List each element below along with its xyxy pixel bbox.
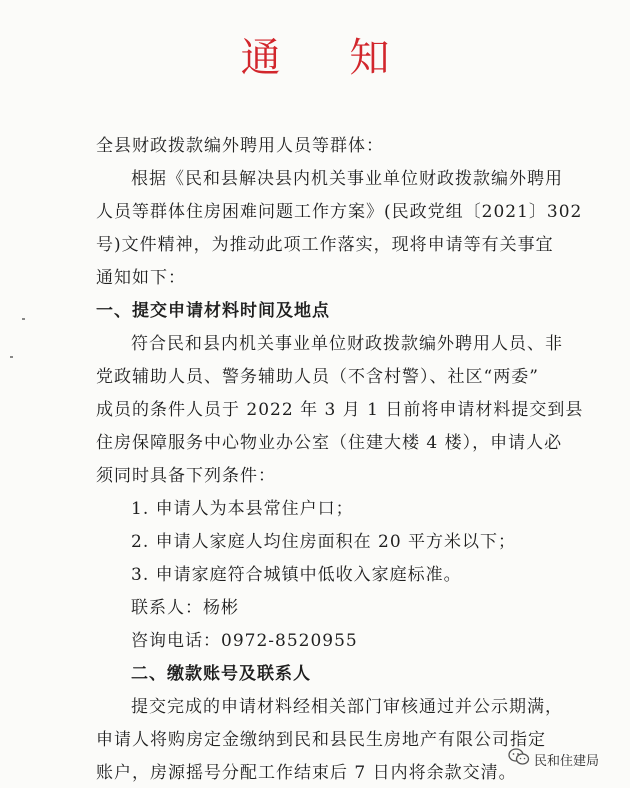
intro-line: 通知如下： — [96, 268, 186, 288]
intro-line: 根据《民和县解决县内机关事业单位财政拨款编外聘用 — [131, 169, 563, 189]
notice-title: 通 知 — [240, 35, 418, 81]
section1-heading: 一、提交申请材料时间及地点 — [96, 301, 330, 321]
condition-item: 1. 申请人为本县常住户口； — [131, 499, 354, 519]
section1-paragraph-line: 成员的条件人员于 2022 年 3 月 1 日前将申请材料提交到县 — [96, 400, 584, 420]
section1-paragraph-line: 符合民和县内机关事业单位财政拨款编外聘用人员、非 — [131, 334, 563, 354]
section2-paragraph-line: 账户，房源摇号分配工作结束后 7 日内将余款交清。 — [96, 763, 517, 783]
salutation: 全县财政拨款编外聘用人员等群体： — [96, 136, 384, 156]
wechat-watermark — [508, 748, 599, 770]
intro-line: 人员等群体住房困难问题工作方案》(民政党组〔2021〕302 — [96, 202, 583, 222]
scan-mark — [10, 356, 13, 358]
contact-phone: 咨询电话：0972-8520955 — [131, 631, 358, 651]
section1-paragraph-line: 党政辅助人员、警务辅助人员（不含村警）、社区“两委” — [96, 367, 539, 387]
section2-paragraph-line: 提交完成的申请材料经相关部门审核通过并公示期满， — [131, 697, 563, 717]
section1-paragraph-line: 须同时具备下列条件： — [96, 466, 276, 486]
condition-item: 2. 申请人家庭人均住房面积在 20 平方米以下； — [131, 532, 517, 552]
condition-item: 3. 申请家庭符合城镇中低收入家庭标准。 — [131, 565, 462, 585]
watermark-account: 民和住建局 — [534, 753, 600, 769]
contact-person: 联系人：杨彬 — [131, 598, 239, 618]
intro-line: 号)文件精神，为推动此项工作落实，现将申请等有关事宜 — [96, 235, 554, 255]
scan-mark — [22, 318, 25, 320]
section2-heading: 二、缴款账号及联系人 — [131, 664, 311, 684]
section2-paragraph-line: 申请人将购房定金缴纳到民和县民生房地产有限公司指定 — [96, 730, 546, 750]
wechat-icon — [508, 748, 530, 770]
section1-paragraph-line: 住房保障服务中心物业办公室（住建大楼 4 楼），申请人必 — [96, 433, 563, 453]
